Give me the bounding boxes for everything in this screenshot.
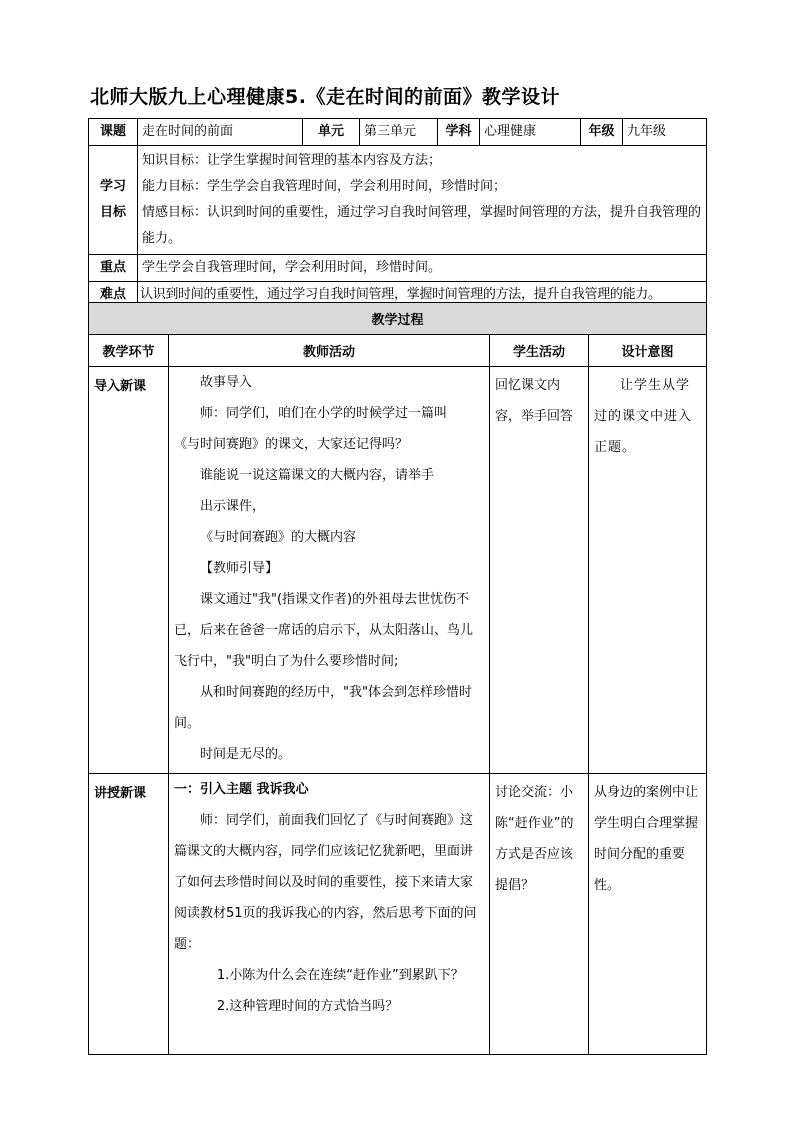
objectives-label-line-2: 目标 xyxy=(99,205,126,220)
process-header-row xyxy=(89,335,707,367)
teacher-line: 《与时间赛跑》的课文，大家还记得吗？ xyxy=(174,437,409,452)
unit-label: 单元 xyxy=(303,119,360,146)
difficulty-label: 难点 xyxy=(89,282,138,308)
teacher-line: 课文通过"我"(指课文作者)的外祖母去世忧伤不已，后来在爸爸一席话的启示下，从太阳落山、鸟儿飞行中，"我"明白了为什么要珍惜时间; xyxy=(174,592,474,669)
design-intent-intro: 让学生从学过的课文中进入正题。 xyxy=(589,367,707,774)
page-title: 北师大版九上心理健康5.《走在时间的前面》教学设计 xyxy=(90,86,560,108)
teacher-activity-intro xyxy=(169,367,490,774)
header-intent: 设计意图 xyxy=(589,335,707,367)
objectives-label xyxy=(89,146,138,255)
objectives-label-line-1: 学习 xyxy=(99,179,126,194)
teacher-line: 【教师引导】 xyxy=(200,561,279,576)
objective-knowledge: 知识目标：让学生掌握时间管理的基本内容及方法； xyxy=(142,153,442,168)
process-row-teaching xyxy=(89,774,707,1055)
process-table xyxy=(88,302,707,1055)
teacher-line: 故事导入 xyxy=(200,375,253,390)
grade-value: 九年级 xyxy=(623,119,707,146)
process-row-intro xyxy=(89,367,707,774)
info-row-objectives xyxy=(89,146,707,255)
grade-label: 年级 xyxy=(581,119,623,146)
teacher-line: 谁能说一说这篇课文的大概内容，请举手 xyxy=(200,468,435,483)
stage-teaching: 讲授新课 xyxy=(89,774,169,1055)
teacher-activity-teaching xyxy=(169,774,490,1055)
key-value: 学生学会自我管理时间，学会利用时间，珍惜时间。 xyxy=(138,255,707,282)
teacher-line: 时间是无尽的。 xyxy=(200,747,292,762)
objectives-cell xyxy=(138,146,707,255)
student-activity-intro: 回忆课文内容，举手回答 xyxy=(490,367,589,774)
info-table xyxy=(88,118,707,308)
teacher-line: 《与时间赛跑》的大概内容 xyxy=(200,530,357,545)
process-banner-row xyxy=(89,303,707,335)
objective-emotion: 情感目标：认识到时间的重要性，通过学习自我时间管理，掌握时间管理的方法，提升自我管理的能力。 xyxy=(142,205,702,246)
difficulty-value: 认识到时间的重要性，通过学习自我时间管理，掌握时间管理的方法，提升自我管理的能力。 xyxy=(138,282,707,308)
teacher-line: 从和时间赛跑的经历中，"我"体会到怎样珍惜时间。 xyxy=(174,685,472,731)
header-student: 学生活动 xyxy=(490,335,589,367)
topic-label: 课题 xyxy=(89,119,138,146)
teacher-line: 一：引入主题 我诉我心 xyxy=(174,782,309,797)
key-label: 重点 xyxy=(89,255,138,282)
student-activity-teaching: 讨论交流：小陈“赶作业”的方式是否应该提倡？ xyxy=(490,774,589,1055)
subject-label: 学科 xyxy=(438,119,480,146)
design-intent-teaching: 从身边的案例中让学生明白合理掌握时间分配的重要性。 xyxy=(589,774,707,1055)
stage-intro: 导入新课 xyxy=(89,367,169,774)
header-stage: 教学环节 xyxy=(89,335,169,367)
info-row-topic xyxy=(89,119,707,146)
subject-value: 心理健康 xyxy=(480,119,581,146)
teacher-line: 师：同学们，前面我们回忆了《与时间赛跑》这篇课文的大概内容，同学们应该记忆犹新吧，里面讲了如何去珍惜时间以及时间的重要性，接下来请大家阅读教材51页的我诉我心的内容，然后思考下面的问题： xyxy=(174,813,477,952)
objective-ability: 能力目标：学生学会自我管理时间，学会利用时间，珍惜时间； xyxy=(142,179,507,194)
teacher-line: 2.这种管理时间的方式恰当吗？ xyxy=(216,999,399,1014)
teacher-line: 出示课件， xyxy=(200,499,266,514)
header-teacher: 教师活动 xyxy=(169,335,490,367)
teacher-line: 1.小陈为什么会在连续“赶作业”到累趴下？ xyxy=(216,968,464,983)
unit-value: 第三单元 xyxy=(360,119,438,146)
teacher-line: 师：同学们，咱们在小学的时候学过一篇叫 xyxy=(200,406,448,421)
info-row-key xyxy=(89,255,707,282)
topic-value: 走在时间的前面 xyxy=(138,119,303,146)
process-banner: 教学过程 xyxy=(89,303,707,335)
